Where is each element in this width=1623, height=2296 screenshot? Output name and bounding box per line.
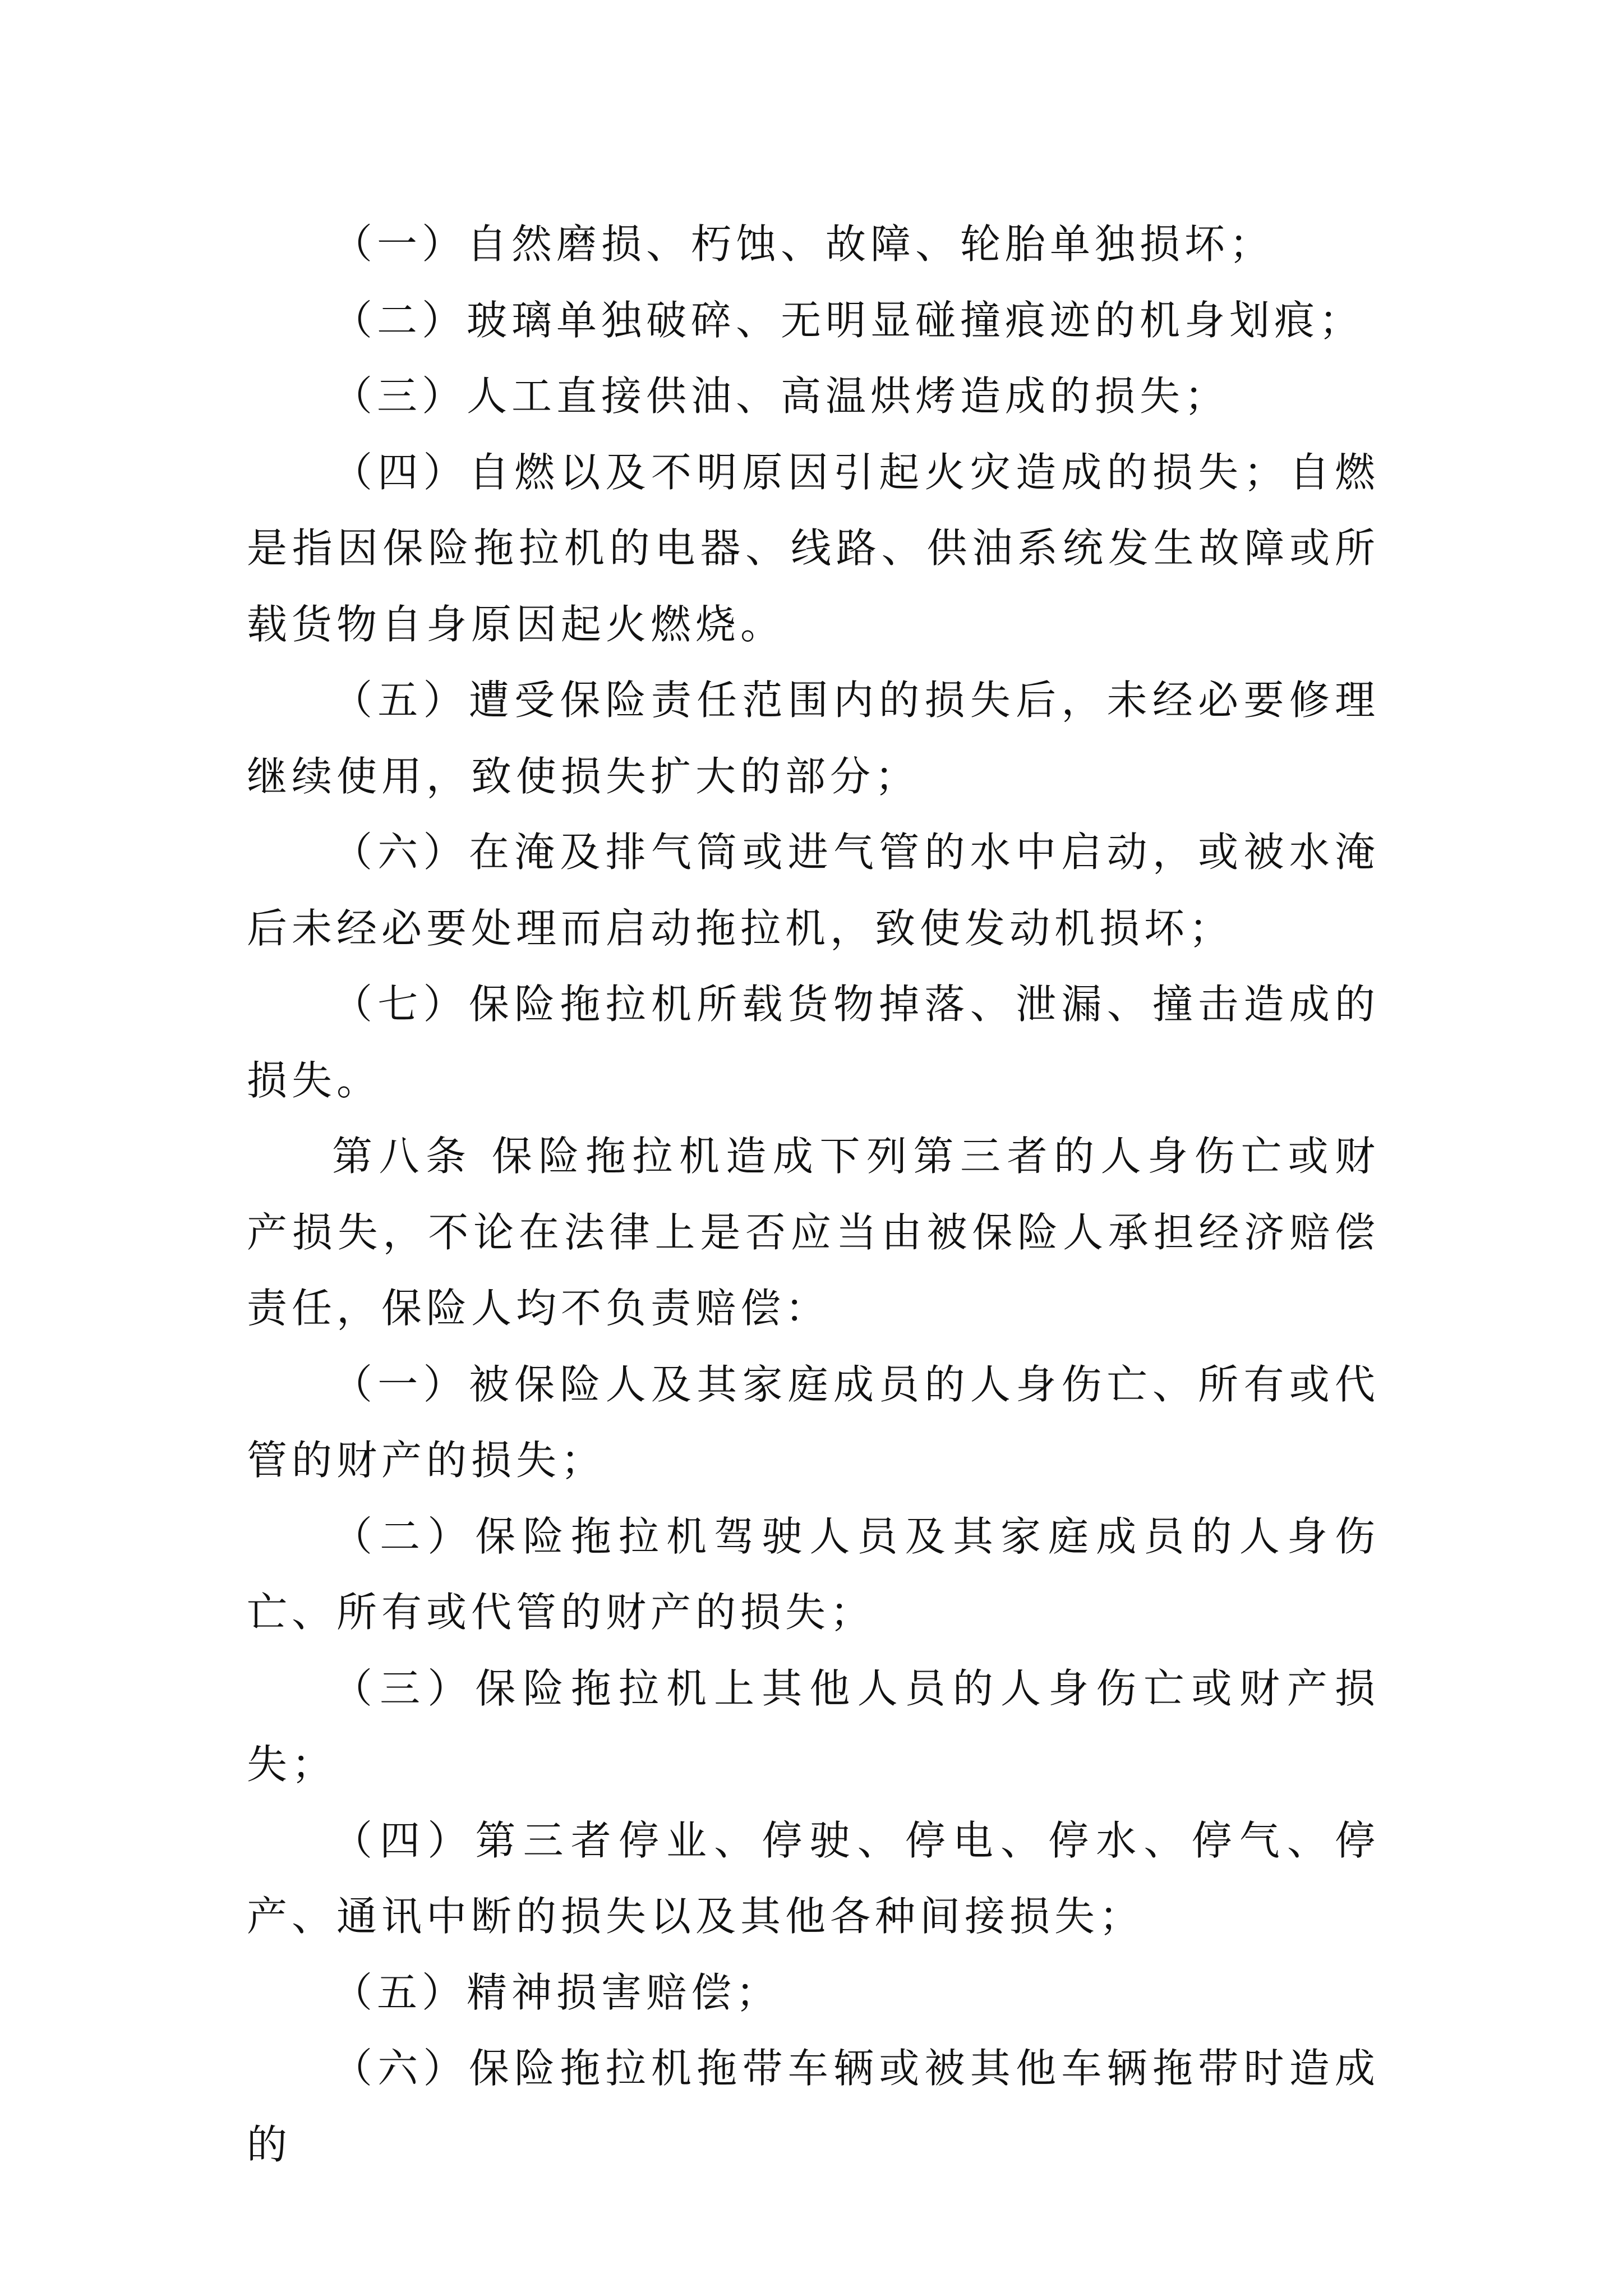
document-body <box>247 206 1380 2183</box>
clause-paragraph: （四）自燃以及不明原因引起火灾造成的损失；自燃是指因保险拖拉机的电器、线路、供油系统发生故障或所载货物自身原因起火燃烧。 <box>247 448 1380 648</box>
clause-paragraph: （二）玻璃单独破碎、无明显碰撞痕迹的机身划痕； <box>332 296 1364 344</box>
clause-paragraph: （六）保险拖拉机拖带车辆或被其他车辆拖带时造成的 <box>247 2045 1380 2168</box>
clause-paragraph: （六）在淹及排气筒或进气管的水中启动，或被水淹后未经必要处理而启动拖拉机，致使发动机损坏； <box>247 829 1380 952</box>
clause-paragraph: （二）保险拖拉机驾驶人员及其家庭成员的人身伤亡、所有或代管的财产的损失； <box>247 1512 1380 1636</box>
clause-paragraph: （一）自然磨损、朽蚀、故障、轮胎单独损坏； <box>332 220 1275 268</box>
clause-paragraph: （七）保险拖拉机所载货物掉落、泄漏、撞击造成的损失。 <box>247 981 1380 1104</box>
clause-paragraph: （五）遭受保险责任范围内的损失后，未经必要修理继续使用，致使损失扩大的部分； <box>247 677 1380 800</box>
clause-paragraph: （五）精神损害赔偿； <box>332 1968 781 2016</box>
clause-paragraph: （一）被保险人及其家庭成员的人身伤亡、所有或代管的财产的损失； <box>247 1360 1380 1484</box>
clause-paragraph: （三）人工直接供油、高温烘烤造成的损失； <box>332 372 1230 420</box>
clause-paragraph: （四）第三者停业、停驶、停电、停水、停气、停产、通讯中断的损失以及其他各种间接损失； <box>247 1816 1380 1940</box>
article-paragraph: 第八条 保险拖拉机造成下列第三者的人身伤亡或财产损失，不论在法律上是否应当由被保险人承担经济赔偿责任，保险人均不负责赔偿： <box>247 1133 1380 1332</box>
clause-paragraph: （三）保险拖拉机上其他人员的人身伤亡或财产损失； <box>247 1664 1380 1788</box>
